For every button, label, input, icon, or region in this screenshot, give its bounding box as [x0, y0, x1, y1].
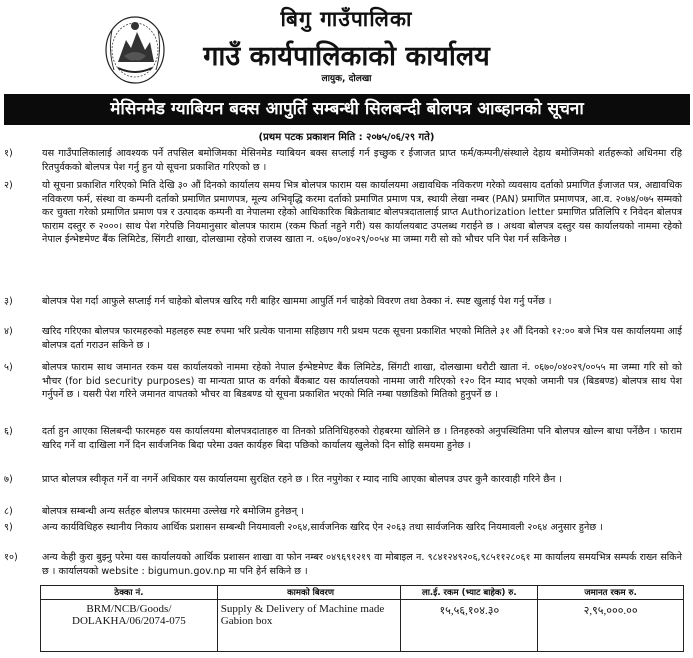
office-name: गाउँ कार्यपालिकाको कार्यालय: [203, 41, 490, 72]
clause-text: दर्ता हुन आएका सिलबन्दी फारमहरु यस कार्यालयमा बोलपत्रदाताहरु वा तिनको प्रतिनिधिहरुको रोहबरमा खोलिने छ । तिनहरुको अनुपस्थितिमा पनि बोलपत्र खोल्न बाधा पर्नेछैन । फाराम खरिद गर्ने वा दाखिला गर्ने दिन सार्वजनिक बिदा परेमा उक्त कार्यहरु बिदा पछिको कार्यालय खुलेको दिन सोहि समयमा हुनेछ ।: [42, 426, 682, 451]
bid-table: [40, 585, 684, 652]
clause-number: ७): [4, 474, 13, 485]
publication-date: (प्रथम पटक प्रकाशन मिति : २०७५/०६/२९ गते): [258, 132, 435, 143]
clause-number: १०): [4, 552, 18, 563]
contract-number: BRM/NCB/Goods/ DOLAKHA/06/2074-075: [41, 600, 218, 652]
clause-text: प्राप्त बोलपत्र स्वीकृत गर्ने वा नगर्ने अधिकार यस कार्यालयमा सुरक्षित रहने छ । रित नपुगेका र म्याद नाघि आएका बोलपत्र उपर कुनै कारवाही गरिने छैन ।: [42, 474, 563, 485]
clause-number: ९): [4, 522, 13, 533]
clause-text: यस गाउँपालिकालाई आवश्यक पर्ने तपसिल बमोजिमका मेसिनमेड ग्याबियन बक्स सप्लाई गर्न इच्छुक र ईजाजत प्राप्त फर्म/कम्पनी/संस्थाले देहाय बमोजिमको शर्तहरूको अधिनमा रहि रितपुर्वकको बोलपत्र पेश गर्नु हुन यो सूचना प्रकाशित गरिएको छ ।: [42, 148, 682, 173]
column-header: कामको बिवरण: [217, 586, 401, 600]
column-header: ठेक्का नं.: [41, 586, 218, 600]
clause-text: खरिद गरिएका बोलपत्र फारमहरुको महलहरु स्पष्ट रुपमा भरि प्रत्येक पानामा सहिछाप गरी प्रथम पटक सूचना प्रकाशित भएको मितिले ३१ औं दिनको १२:०० बजे भित्र यस कार्यालयमा आई बोलपत्र दर्ता गराउन सकिने छ ।: [42, 326, 682, 351]
table-row: [41, 600, 684, 652]
clause-text: बोलपत्र फाराम साथ जमानत रकम यस कार्यालयको नाममा रहेको नेपाल ईन्भेष्टमेण्ट बैंक लिमिटेड, सिंगटी शाखा, दोलखामा धरौटी खाता नं. ०६७०/०४०२९/००५५ मा जम्मा गरि सो को भौचर (for bid security purposes) वा मान्यता प्राप्त क वर्गको बैंकबाट यस कार्यालयको नाममा जारी गरिएको १२० दिन म्याद भएको जमानी पत्र (बिडबण्ड) बोलपत्र साथ पेश गर्नुपर्ने छ । यसरी पेश गरिने जमानत वापतको भौचर वा बिडबण्ड यो सूचना प्रकाशित भएको मिति नम्बा पछाडिको मितिको हुनुपर्ने छ ।: [42, 362, 682, 401]
clause-text: यो सूचना प्रकाशित गरिएको मिति देखि ३० औं दिनको कार्यालय समय भित्र बोलपत्र फाराम यस कार्यालयमा अद्यावधिक नविकरण गरेको व्यवसाय दर्ताको प्रमाणित ईजाजत पत्र, अद्यावधिक नविकरण फर्म, संस्था वा कम्पनी दर्ताको प्रमाणित प्रमाणपत्र, मूल्य अभिवृद्धि करमा दर्ताको प्रमाणित प्रमाण पत्र, स्थायी लेखा नम्बर (PAN) प्रमाणित प्रमाणपत्र, आ.व. २०७४/०७५ सम्मको कर चुक्ता गरेको प्रमाणित प्रमाण पत्र र उत्पादक कम्पनी वा नेपालमा रहेको आधिकारिक बिक्रेताबाट बोलपत्रदातालाई प्राप्त Authorization letter प्रमाणित प्रतिलिपि र निवेदन बोलपत्र फाराम दस्तुर रु २०००। साथ पेश गरेपछि नियमानुसार बोलपत्र फाराम (रकम फिर्ता नहुने गरी) यस कार्यालयबाट उपलब्ध गराईने छ । अथवा बोलपत्र दस्तुर यस कार्यालयको नाममा रहेको नेपाल ईन्भेष्टमेण्ट बैंक लिमिटेड, सिंगटी शाखा, दोलखामा रहेको राजस्व खाता न. ०६७०/०४०२९/००५४ मा जम्मा गरी सो को भौचर पनि पेश गर्न सकिनेछ ।: [42, 180, 682, 246]
municipality-name: बिगु गाउँपालिका: [280, 7, 413, 31]
estimated-cost: १५,५६,१०४.३०: [401, 600, 538, 652]
clause-number: ६): [4, 426, 13, 437]
security-amount: २,९५,०००.००: [538, 600, 684, 652]
notice-header: [0, 0, 693, 94]
table-header-row: [41, 586, 684, 600]
clause-number: ३): [4, 296, 13, 307]
work-description: Supply & Delivery of Machine made Gabion box: [217, 600, 401, 652]
column-header: जमानत रकम रु.: [538, 586, 684, 600]
clause-number: ८): [4, 506, 13, 517]
clause-number: १): [4, 148, 13, 159]
office-location: लायुक, दोलखा: [321, 74, 372, 84]
clause-text: अन्य केही कुरा बुझ्नु परेमा यस कार्यालयको आर्थिक प्रशासन शाखा वा फोन नम्बर ०४९६९१२१९ वा मोबाइल न. ९८४१२४९२०६,९८५११२८०६१ मा कार्यालय समयभित्र सम्पर्क राख्न सकिने छ । कार्यालयको website : bigumun.gov.np मा पनि हेर्न सकिने छ ।: [42, 552, 682, 577]
clause-text: बोलपत्र पेश गर्दा आफुले सप्लाई गर्न चाहेको बोलपत्र खरिद गरी बाहिर खाममा आपुर्ति गर्न चाहेको विवरण तथा ठेक्का नं. स्पष्ट खुलाई पेश गर्नु पर्नेछ ।: [42, 296, 552, 307]
clause-number: २): [4, 180, 13, 191]
clause-number: ४): [4, 326, 13, 337]
clause-text: अन्य कार्यविधिहरु स्थानीय निकाय आर्थिक प्रशासन सम्बन्धी नियमावली २०६४,सार्वजनिक खरिद ऐन २०६३ तथा सार्वजनिक खरिद नियमावली २०६४ अनुसार हुनेछ ।: [42, 522, 603, 533]
notice-title-banner: मेसिनमेड ग्याबियन बक्स आपुर्ति सम्बन्धी सिलबन्दी बोलपत्र आब्हानको सूचना: [4, 94, 690, 125]
column-header: ला.ई. रकम (भ्याट बाहेक) रु.: [401, 586, 538, 600]
clause-text: बोलपत्र सम्बन्धी अन्य सर्तहरु बोलपत्र फारममा उल्लेख गरे बमोजिम हुनेछन् ।: [42, 506, 304, 517]
clause-number: ५): [4, 362, 13, 373]
